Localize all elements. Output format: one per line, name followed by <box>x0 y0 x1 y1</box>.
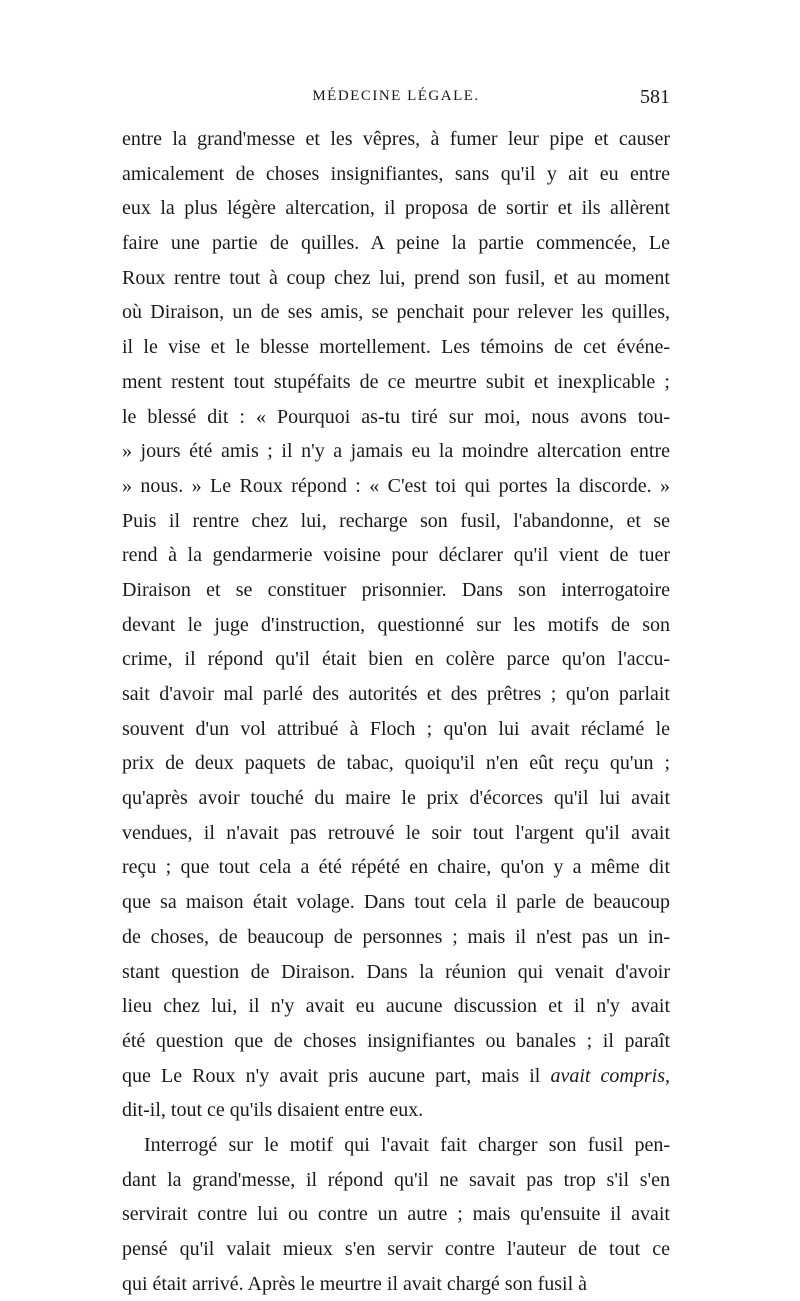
text-line <box>122 920 670 955</box>
body-text <box>122 122 670 1301</box>
text-line-content: prix de deux paquets de tabac, quoiqu'il n'en eût reçu qu'un ; <box>122 752 670 775</box>
text-line-content: » jours été amis ; il n'y a jamais eu la moindre altercation entre <box>122 440 670 463</box>
text-line <box>122 781 670 816</box>
text-line <box>122 226 670 261</box>
text-line-content: eux la plus légère altercation, il proposa de sortir et ils allèrent <box>122 197 670 220</box>
text-line <box>122 850 670 885</box>
page-header <box>122 88 670 118</box>
text-line <box>122 295 670 330</box>
text-line <box>122 989 670 1024</box>
text-line <box>122 642 670 677</box>
text-line-content: Roux rentre tout à coup chez lui, prend son fusil, et au moment <box>122 266 670 289</box>
text-line-content: entre la grand'messe et les vêpres, à fumer leur pipe et causer <box>122 128 670 150</box>
text-line <box>122 365 670 400</box>
text-line-content: Diraison et se constituer prisonnier. Dans son interrogatoire <box>122 578 670 601</box>
text-line <box>122 677 670 712</box>
text-line <box>122 1197 670 1232</box>
text-line <box>122 573 670 608</box>
text-line-content: vendues, il n'avait pas retrouvé le soir tout l'argent qu'il avait <box>122 821 670 844</box>
text-line <box>122 746 670 781</box>
text-line-content: été question que de choses insignifiantes ou banales ; il paraît <box>122 1029 670 1052</box>
text-line-content: de choses, de beaucoup de personnes ; mais il n'est pas un in- <box>122 925 670 948</box>
italic-phrase: avait compris, <box>550 1064 670 1087</box>
text-line-content: que Le Roux n'y avait pris aucune part, mais il <box>122 1064 541 1087</box>
text-line-content: souvent d'un vol attribué à Floch ; qu'on lui avait réclamé le <box>122 717 670 740</box>
text-line <box>122 400 670 435</box>
text-line <box>122 955 670 990</box>
text-line <box>122 1267 670 1301</box>
page-number: 581 <box>640 86 670 108</box>
paragraph <box>122 1128 670 1301</box>
text-line-content: Interrogé sur le motif qui l'avait fait charger son fusil pen- <box>144 1133 670 1156</box>
text-line <box>122 538 670 573</box>
text-line-content: stant question de Diraison. Dans la réunion qui venait d'avoir <box>122 960 670 983</box>
text-line <box>122 1024 670 1059</box>
text-line-content: que sa maison était volage. Dans tout cela il parle de beaucoup <box>122 891 670 914</box>
text-line <box>122 1232 670 1267</box>
text-line-content: pensé qu'il valait mieux s'en servir contre l'auteur de tout ce <box>122 1238 670 1260</box>
text-line <box>122 1093 670 1128</box>
text-line <box>122 1163 670 1198</box>
text-line-content: devant le juge d'instruction, questionné sur les motifs de son <box>122 613 670 636</box>
text-line-content: il le vise et le blesse mortellement. Les témoins de cet événe- <box>122 336 670 359</box>
paragraph <box>122 122 670 1128</box>
text-line-content: » nous. » Le Roux répond : « C'est toi qui portes la discorde. » <box>122 474 670 497</box>
text-line <box>122 1128 670 1163</box>
text-line-content: dit-il, tout ce qu'ils disaient entre eux. <box>122 1099 424 1122</box>
text-line <box>122 608 670 643</box>
text-line <box>122 469 670 504</box>
text-line <box>122 504 670 539</box>
text-line-content: le blessé dit : « Pourquoi as-tu tiré sur moi, nous avons tou- <box>122 405 670 428</box>
text-line-content: rend à la gendarmerie voisine pour déclarer qu'il vient de tuer <box>122 544 670 567</box>
text-line <box>122 712 670 747</box>
text-line <box>122 816 670 851</box>
text-line <box>122 885 670 920</box>
text-line-content: lieu chez lui, il n'y avait eu aucune discussion et il n'y avait <box>122 995 670 1018</box>
text-line-content: qui était arrivé. Après le meurtre il avait chargé son fusil à <box>122 1272 588 1295</box>
text-line-content: sait d'avoir mal parlé des autorités et des prêtres ; qu'on parlait <box>122 683 670 705</box>
text-line-content: crime, il répond qu'il était bien en colère parce qu'on l'accu- <box>122 648 670 671</box>
text-line-content: qu'après avoir touché du maire le prix d'écorces qu'il lui avait <box>122 787 670 810</box>
text-line-content: ment restent tout stupéfaits de ce meurtre subit et inexplicable ; <box>122 370 670 393</box>
text-line <box>122 1059 670 1094</box>
text-line <box>122 191 670 226</box>
running-head: MÉDECINE LÉGALE. <box>312 88 480 104</box>
text-line-content: faire une partie de quilles. A peine la partie commencée, Le <box>122 232 670 255</box>
text-line-content: Puis il rentre chez lui, recharge son fusil, l'abandonne, et se <box>122 509 670 532</box>
text-line <box>122 330 670 365</box>
text-line-content: où Diraison, un de ses amis, se penchait pour relever les quilles, <box>122 301 670 324</box>
text-line <box>122 261 670 296</box>
text-line-content: servirait contre lui ou contre un autre ; mais qu'ensuite il avait <box>122 1203 670 1226</box>
text-line <box>122 434 670 469</box>
text-line <box>122 122 670 157</box>
text-line <box>122 157 670 192</box>
text-line-content: amicalement de choses insignifiantes, sans qu'il y ait eu entre <box>122 162 670 185</box>
text-line-content: reçu ; que tout cela a été répété en chaire, qu'on y a même dit <box>122 856 670 879</box>
text-line-content: dant la grand'messe, il répond qu'il ne savait pas trop s'il s'en <box>122 1168 670 1191</box>
